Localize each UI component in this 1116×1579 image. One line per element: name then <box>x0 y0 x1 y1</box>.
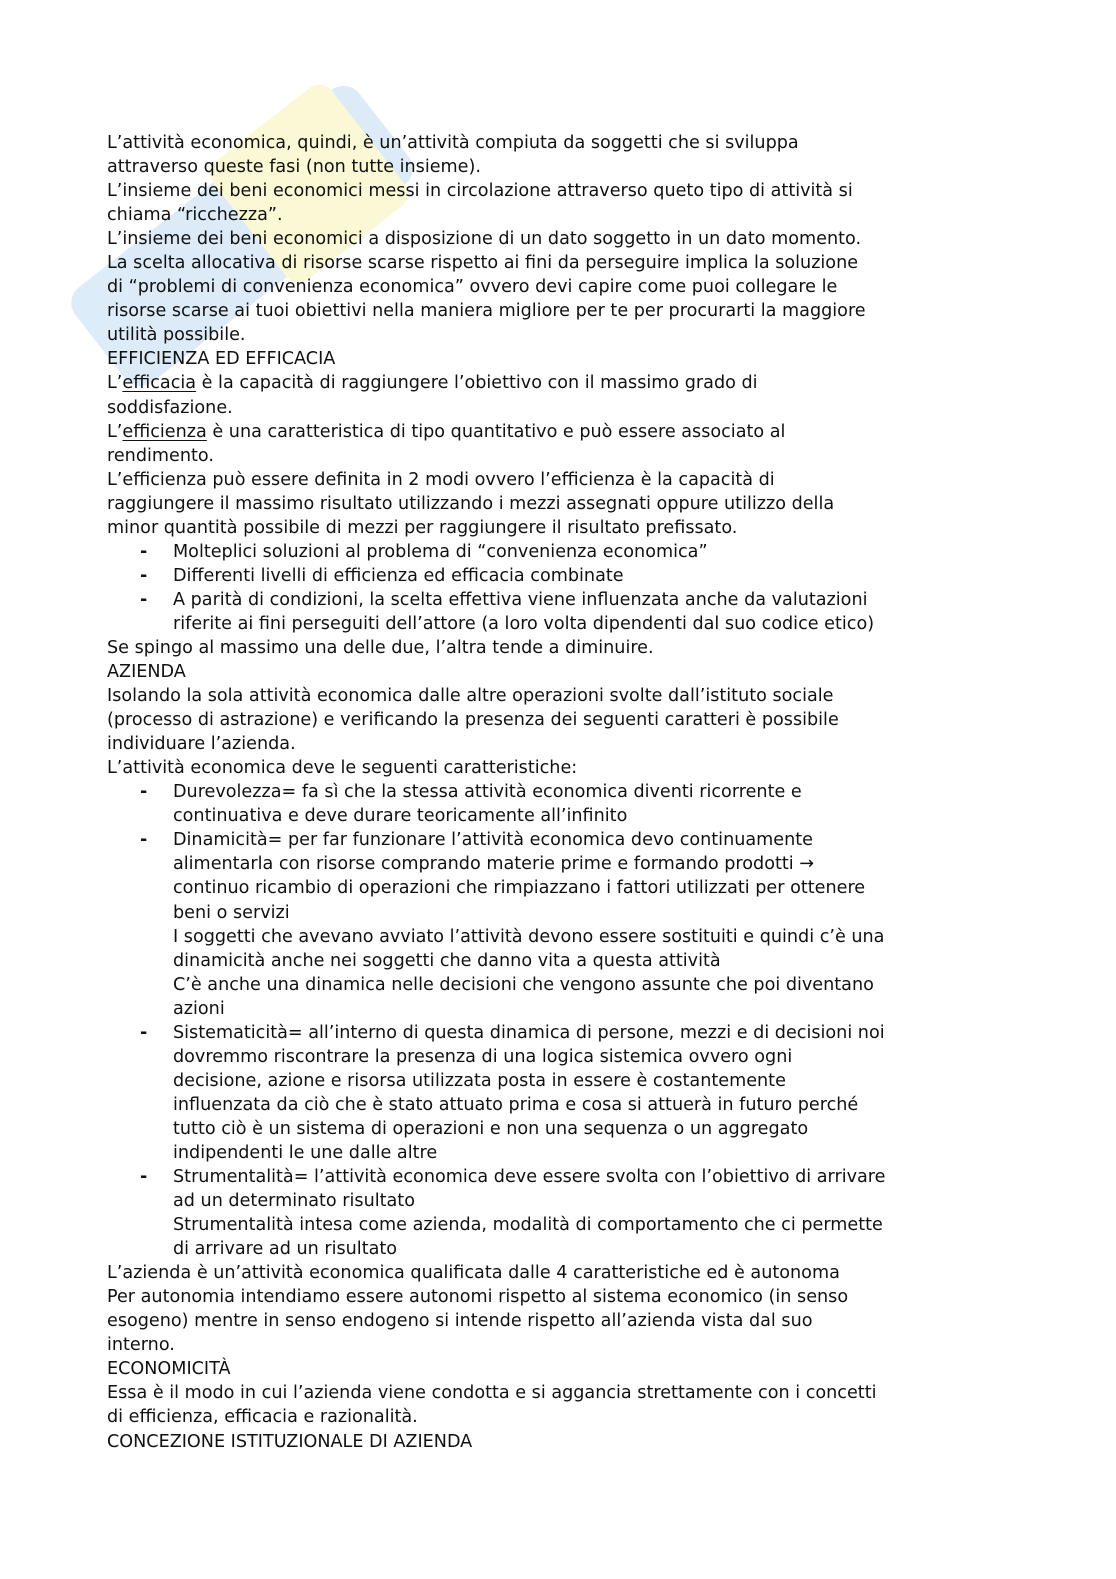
line-text: (processo di astrazione) e verificando la presenza dei seguenti caratteri è possibile <box>107 710 839 731</box>
text-line <box>107 852 885 876</box>
line-text: Se spingo al massimo una delle due, l’altra tende a diminuire. <box>107 637 654 658</box>
text-line <box>107 1045 885 1069</box>
text-line <box>107 155 885 179</box>
bullet-marker: - <box>140 1022 148 1043</box>
line-text: ad un determinato risultato <box>173 1191 415 1212</box>
line-text: alimentarla con risorse comprando materie prime e formando prodotti → <box>173 854 814 875</box>
bullet-marker: - <box>140 1167 148 1188</box>
text-line <box>107 973 885 997</box>
text-line <box>107 227 885 251</box>
text-line <box>107 299 885 323</box>
line-text: Per autonomia intendiamo essere autonomi rispetto al sistema economico (in senso <box>107 1287 849 1308</box>
text-line <box>107 179 885 203</box>
text-line <box>107 804 885 828</box>
line-text: dinamicità anche nei soggetti che danno vita a questa attività <box>173 950 721 971</box>
text-line <box>107 949 885 973</box>
section-heading <box>107 1430 885 1454</box>
line-text: CONCEZIONE ISTITUZIONALE DI AZIENDA <box>107 1431 473 1452</box>
text-line <box>107 1309 885 1333</box>
section-heading <box>107 1357 885 1381</box>
line-text: è una caratteristica di tipo quantitativo e può essere associato al <box>206 421 786 442</box>
text-line <box>107 1261 885 1285</box>
text-prefix: L’ <box>107 373 123 394</box>
bullet-marker: - <box>140 565 148 586</box>
text-line <box>107 1237 885 1261</box>
text-line <box>107 756 885 780</box>
text-line <box>107 275 885 299</box>
text-line <box>107 323 885 347</box>
text-line <box>107 516 885 540</box>
bullet-marker: - <box>140 782 148 803</box>
line-text: rendimento. <box>107 445 214 466</box>
text-line <box>107 1213 885 1237</box>
text-line <box>107 732 885 756</box>
line-text: Molteplici soluzioni al problema di “convenienza economica” <box>173 541 708 562</box>
text-line <box>107 203 885 227</box>
line-text: Differenti livelli di efficienza ed efficacia combinate <box>173 565 624 586</box>
text-line <box>107 1381 885 1405</box>
line-text: L’attività economica deve le seguenti caratteristiche: <box>107 758 578 779</box>
line-text: Sistematicità= all’interno di questa dinamica di persone, mezzi e di decisioni noi <box>173 1022 885 1043</box>
text-line <box>107 1069 885 1093</box>
line-text: Strumentalità= l’attività economica deve essere svolta con l’obiettivo di arrivare <box>173 1167 886 1188</box>
bullet-marker: - <box>140 589 148 610</box>
line-text: riferite ai fini perseguiti dell’attore (a loro volta dipendenti dal suo codice etico) <box>173 613 875 634</box>
bullet-marker: - <box>140 830 148 851</box>
text-line <box>107 1405 885 1429</box>
line-text: di efficienza, efficacia e razionalità. <box>107 1407 418 1428</box>
line-text: L’attività economica, quindi, è un’attività compiuta da soggetti che si sviluppa <box>107 133 799 153</box>
line-text: Durevolezza= fa sì che la stessa attività economica diventi ricorrente e <box>173 782 802 803</box>
bullet-marker: - <box>140 541 148 562</box>
line-text: è la capacità di raggiungere l’obiettivo con il massimo grado di <box>196 373 758 394</box>
text-line <box>107 708 885 732</box>
line-text: interno. <box>107 1335 175 1356</box>
line-text: L’insieme dei beni economici messi in circolazione attraverso queto tipo di attività si <box>107 181 853 202</box>
text-line <box>107 420 885 444</box>
line-text: I soggetti che avevano avviato l’attività devono essere sostituiti e quindi c’è una <box>173 926 885 947</box>
line-text: L’azienda è un’attività economica qualificata dalle 4 caratteristiche ed è autonoma <box>107 1263 840 1284</box>
line-text: individuare l’azienda. <box>107 734 296 755</box>
text-line <box>107 1285 885 1309</box>
text-line <box>107 251 885 275</box>
line-text: tutto ciò è un sistema di operazioni e non una sequenza o un aggregato <box>173 1118 809 1139</box>
bullet-item <box>107 1165 885 1189</box>
bullet-item <box>107 780 885 804</box>
underlined-term: efficacia <box>122 373 197 394</box>
text-line <box>107 876 885 900</box>
line-text: La scelta allocativa di risorse scarse rispetto ai fini da perseguire implica la soluzione <box>107 253 859 274</box>
line-text: decisione, azione e risorsa utilizzata posta in essere è costantemente <box>173 1070 786 1091</box>
line-text: utilità possibile. <box>107 325 246 346</box>
bullet-item <box>107 564 885 588</box>
bullet-item <box>107 588 885 612</box>
line-text: minor quantità possibile di mezzi per raggiungere il risultato prefissato. <box>107 517 738 538</box>
line-text: AZIENDA <box>107 662 186 683</box>
text-line <box>107 901 885 925</box>
text-line <box>107 1093 885 1117</box>
bullet-item <box>107 540 885 564</box>
section-heading <box>107 347 885 371</box>
line-text: L’insieme dei beni economici a disposizione di un dato soggetto in un dato momento. <box>107 229 862 250</box>
text-line <box>107 492 885 516</box>
line-text: L’efficienza può essere definita in 2 modi ovvero l’efficienza è la capacità di <box>107 469 775 490</box>
text-line <box>107 131 885 155</box>
line-text: ECONOMICITÀ <box>107 1359 231 1380</box>
line-text: Strumentalità intesa come azienda, modalità di comportamento che ci permette <box>173 1215 883 1236</box>
line-text: Isolando la sola attività economica dalle altre operazioni svolte dall’istituto sociale <box>107 686 834 707</box>
section-heading <box>107 660 885 684</box>
line-text: risorse scarse ai tuoi obiettivi nella maniera migliore per te per procurarti la maggiore <box>107 301 866 322</box>
text-line <box>107 684 885 708</box>
line-text: di arrivare ad un risultato <box>173 1239 398 1260</box>
bullet-item <box>107 828 885 852</box>
document-body <box>107 131 885 1454</box>
text-line <box>107 444 885 468</box>
line-text: Dinamicità= per far funzionare l’attività economica devo continuamente <box>173 830 813 851</box>
bullet-item <box>107 1021 885 1045</box>
line-text: Essa è il modo in cui l’azienda viene condotta e si aggancia strettamente con i concetti <box>107 1383 877 1404</box>
text-line <box>107 371 885 395</box>
line-text: azioni <box>173 998 225 1019</box>
line-text: continuo ricambio di operazioni che rimpiazzano i fattori utilizzati per ottenere <box>173 878 866 899</box>
text-line <box>107 1333 885 1357</box>
text-line <box>107 612 885 636</box>
line-text: indipendenti le une dalle altre <box>173 1142 438 1163</box>
line-text: esogeno) mentre in senso endogeno si intende rispetto all’azienda vista dal suo <box>107 1311 813 1332</box>
line-text: EFFICIENZA ED EFFICACIA <box>107 349 336 370</box>
line-text: raggiungere il massimo risultato utilizzando i mezzi assegnati oppure utilizzo della <box>107 493 835 514</box>
line-text: attraverso queste fasi (non tutte insieme). <box>107 157 481 178</box>
line-text: di “problemi di convenienza economica” ovvero devi capire come puoi collegare le <box>107 277 838 298</box>
text-line <box>107 925 885 949</box>
line-text: beni o servizi <box>173 902 290 923</box>
text-line <box>107 636 885 660</box>
text-line <box>107 1189 885 1213</box>
text-line <box>107 1141 885 1165</box>
text-line <box>107 468 885 492</box>
text-line <box>107 1117 885 1141</box>
text-prefix: L’ <box>107 421 123 442</box>
line-text: continuativa e deve durare teoricamente all’infinito <box>173 806 628 827</box>
line-text: soddisfazione. <box>107 397 233 418</box>
line-text: A parità di condizioni, la scelta effettiva viene influenzata anche da valutazioni <box>173 589 868 610</box>
text-line <box>107 396 885 420</box>
line-text: chiama “ricchezza”. <box>107 205 283 226</box>
line-text: dovremmo riscontrare la presenza di una logica sistemica ovvero ogni <box>173 1046 793 1067</box>
text-line <box>107 997 885 1021</box>
line-text: influenzata da ciò che è stato attuato prima e cosa si attuerà in futuro perché <box>173 1094 859 1115</box>
underlined-term: efficienza <box>122 421 207 442</box>
line-text: C’è anche una dinamica nelle decisioni che vengono assunte che poi diventano <box>173 974 874 995</box>
